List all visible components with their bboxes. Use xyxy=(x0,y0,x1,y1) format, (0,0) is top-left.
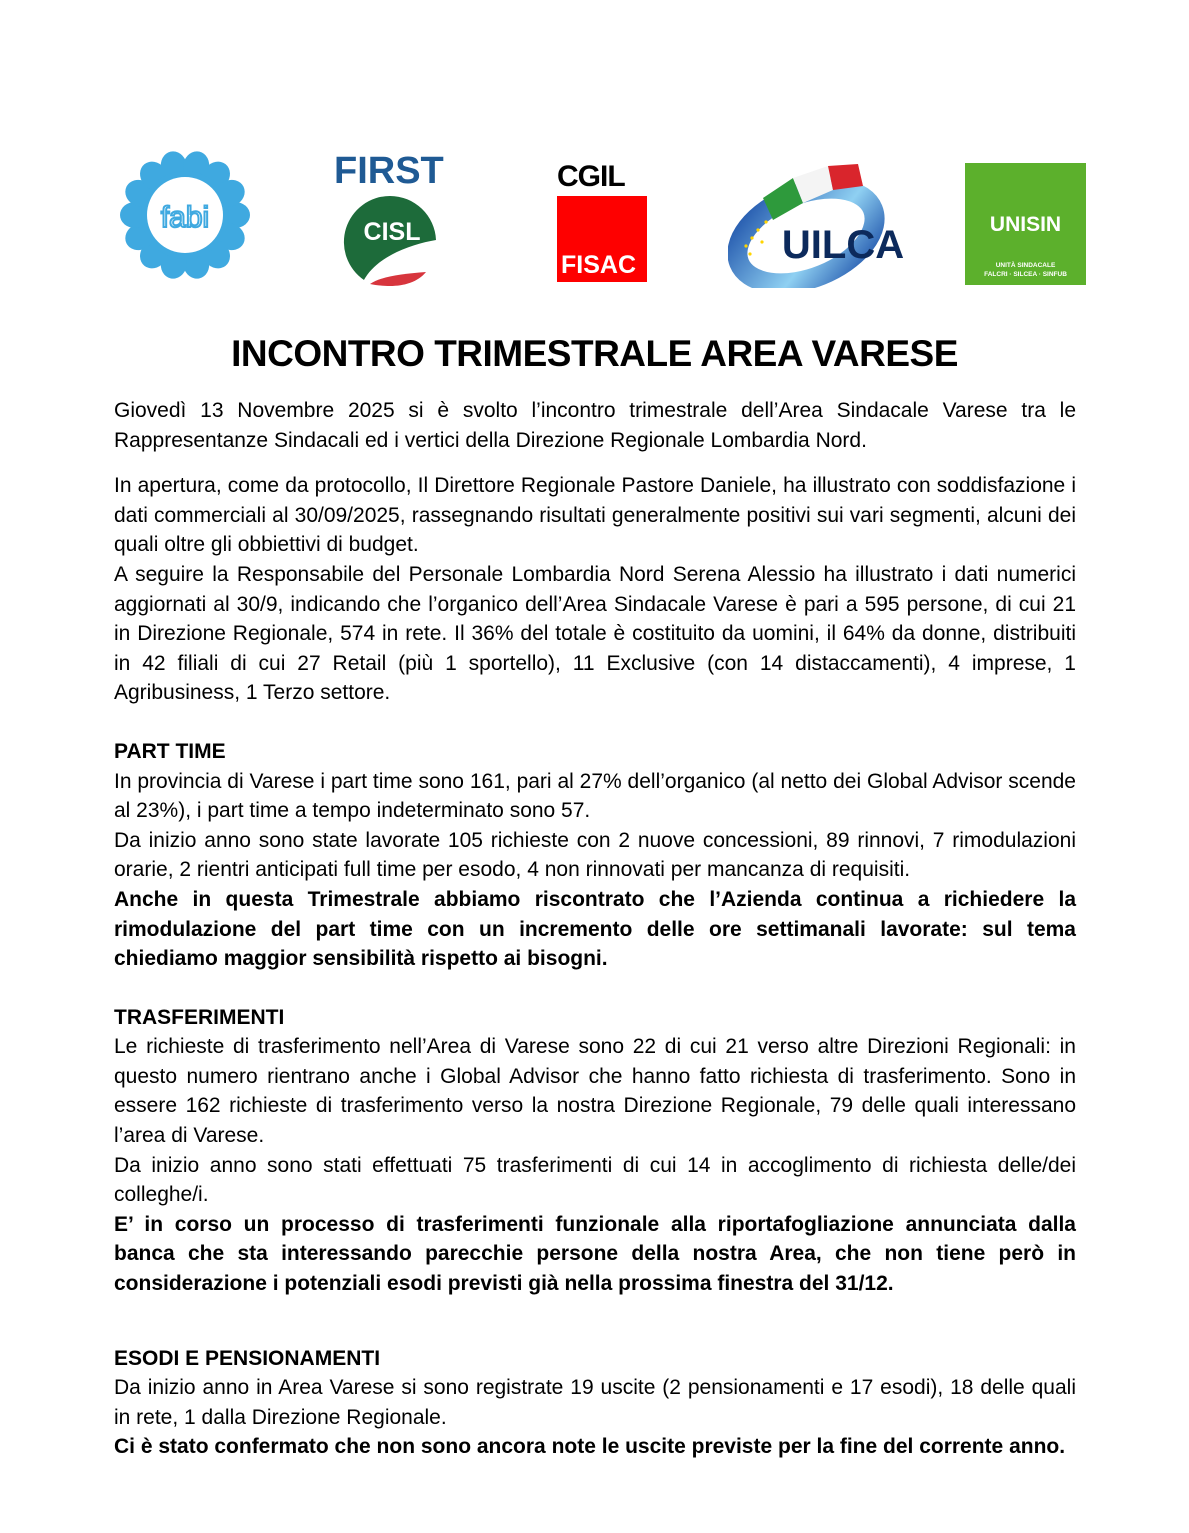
unisin-subtitle xyxy=(965,261,1086,279)
cgil-fisac-logo xyxy=(555,160,650,285)
part-time-paragraph-1: In provincia di Varese i part time sono 161, pari al 27% dell’organico (al netto dei Global Advisor scende al 23%), i part time a tempo indeterminato sono 57. xyxy=(114,769,1076,823)
esodi-paragraph-1: Da inizio anno in Area Varese si sono registrate 19 uscite (2 pensionamenti e 17 esodi), 18 delle quali in rete, 1 dalla Direzione Regionale. xyxy=(114,1376,1076,1429)
document-title: INCONTRO TRIMESTRALE AREA VARESE xyxy=(231,333,958,374)
intro-paragraph-1: Giovedì 13 Novembre 2025 si è svolto l’incontro trimestrale dell’Area Sindacale Varese tra le Rappresentanze Sindacali ed i vertici della Direzione Regionale Lombardia Nord. xyxy=(114,399,1076,452)
intro-paragraph-2: In apertura, come da protocollo, Il Direttore Regionale Pastore Daniele, ha illustrato con soddisfazione i dati commerciali al 30/09/2025, rassegnando risultati generalmente positivi sui vari segmenti, alcuni dei quali oltre gli obbiettivi di budget. xyxy=(114,474,1076,557)
fisac-label: FISAC xyxy=(561,251,636,279)
first-cisl-logo xyxy=(330,150,455,285)
unisin-subtitle-line1: UNITÀ SINDACALE xyxy=(995,262,1056,269)
part-time-highlight: Anche in questa Trimestrale abbiamo riscontrato che l’Azienda continua a richiedere la rimodulazione del part time con un incremento delle ore settimanali lavorate: sul tema chiediamo maggior sensibilità rispetto ai bisogni. xyxy=(114,887,1076,971)
union-logos-row xyxy=(0,148,1189,293)
unisin-label: UNISIN xyxy=(989,213,1062,236)
svg-text:fabi: fabi xyxy=(160,201,210,234)
part-time-paragraph-2: Da inizio anno sono state lavorate 105 richieste con 2 nuove concessioni, 89 rinnovi, 7 rimodulazioni orarie, 2 rientri anticipati full time per esodo, 4 non rinnovati per mancanza di requisiti. xyxy=(114,828,1076,882)
first-label: FIRST xyxy=(334,150,444,192)
intro-paragraph-3: A seguire la Responsabile del Personale Lombardia Nord Serena Alessio ha illustrato i dati numerici aggiornati al 30/9, indicando che l’organico dell’Area Sindacale Varese è pari a 595 persone, di cui 21 in Direzione Regionale, 574 in rete. Il 36% del totale è costituito da uomini, il 64% da donne, distribuiti in 42 filiali di cui 27 Retail (più 1 sportello), 11 Exclusive (con 14 distaccamenti), 4 imprese, 1 Agribusiness, 1 Terzo settore. xyxy=(114,562,1076,705)
svg-text:CISL: CISL xyxy=(363,218,421,246)
document-body xyxy=(114,396,1076,1462)
fabi-logo xyxy=(118,150,252,280)
esodi-highlight: Ci è stato confermato che non sono ancora note le uscite previste per la fine del corrente anno. xyxy=(114,1435,1066,1459)
cgil-label: CGIL xyxy=(557,160,625,193)
section-heading-trasferimenti: TRASFERIMENTI xyxy=(114,1005,285,1029)
section-heading-part-time: PART TIME xyxy=(114,739,226,763)
trasferimenti-paragraph-1: Le richieste di trasferimento nell’Area di Varese sono 22 di cui 21 verso altre Direzioni Regionali: in questo numero rientrano anche i Global Advisor che hanno fatto richiesta di trasferimento. Sono in essere 162 richieste di trasferimento verso la nostra Direzione Regionale, 79 delle quali interessano l’area di Varese. xyxy=(114,1035,1076,1148)
fabi-flower-icon xyxy=(118,150,252,280)
trasferimenti-highlight: E’ in corso un processo di trasferimenti funzionale alla riportafogliazione annunciata dalla banca che sta interessando parecchie persone della nostra Area, che non tiene però in considerazione i potenziali esodi previsti già nella prossima finestra del 31/12. xyxy=(114,1212,1076,1296)
cgil-red-box xyxy=(557,196,647,282)
svg-text:UILCA: UILCA xyxy=(781,223,905,267)
uilca-ring-icon xyxy=(728,158,918,288)
trasferimenti-paragraph-2: Da inizio anno sono stati effettuati 75 trasferimenti di cui 14 in accoglimento di richiesta delle/dei colleghe/i. xyxy=(114,1153,1076,1207)
section-heading-esodi: ESODI E PENSIONAMENTI xyxy=(114,1346,381,1370)
uilca-logo xyxy=(728,158,918,288)
unisin-logo xyxy=(965,163,1086,285)
cisl-emblem-icon xyxy=(342,194,438,286)
unisin-subtitle-line2: FALCRI · SILCEA · SINFUB xyxy=(984,271,1067,278)
